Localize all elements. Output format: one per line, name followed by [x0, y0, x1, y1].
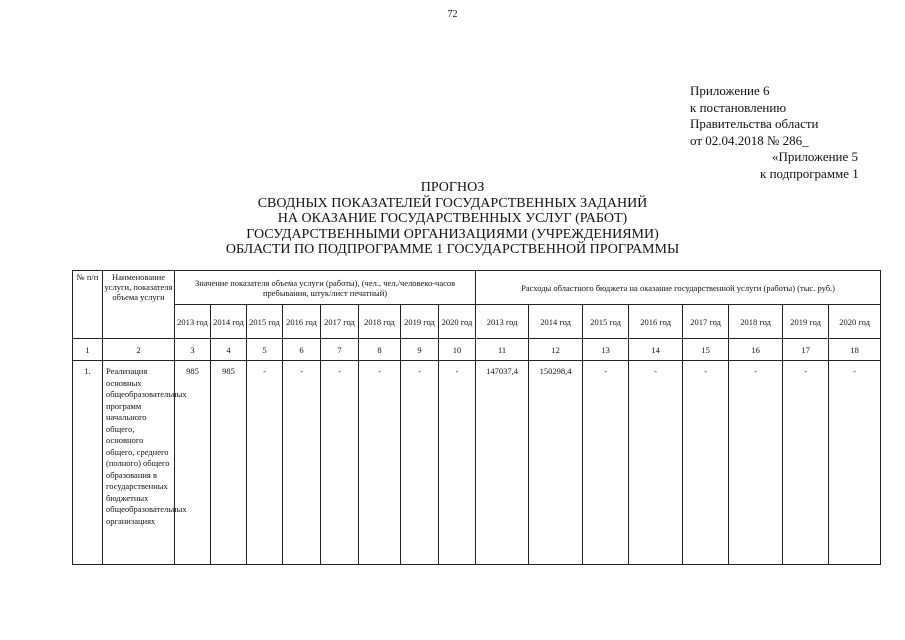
row-volume-value: 985 [175, 361, 211, 565]
column-number: 5 [247, 339, 283, 361]
row-volume-value: - [283, 361, 321, 565]
header-year-expense: 2013 год [476, 305, 529, 339]
page-number: 72 [447, 9, 458, 20]
column-number: 3 [175, 339, 211, 361]
row-volume-value: - [321, 361, 359, 565]
appendix-line: к подпрограмме 1 [760, 165, 859, 181]
column-number: 14 [629, 339, 683, 361]
row-volume-value: - [439, 361, 476, 565]
row-number: 1. [73, 361, 103, 565]
header-year-volume: 2018 год [359, 305, 401, 339]
header-year-volume: 2016 год [283, 305, 321, 339]
row-service-name: Реализация основных общеобразовательных программ начального общего, основного общего, среднего (полного) общего образования в государственных бюджетных общеобразовательных организациях [103, 361, 175, 565]
column-number: 10 [439, 339, 476, 361]
header-years-row [73, 305, 881, 339]
header-year-volume: 2015 год [247, 305, 283, 339]
header-year-expense: 2017 год [683, 305, 729, 339]
appendix-line: от 02.04.2018 № 286_ [690, 132, 809, 148]
column-number: 17 [783, 339, 829, 361]
header-year-volume: 2017 год [321, 305, 359, 339]
column-number: 13 [583, 339, 629, 361]
column-number: 15 [683, 339, 729, 361]
row-expense-value: 150298,4 [529, 361, 583, 565]
prognoz-table [72, 270, 881, 565]
header-year-expense: 2019 год [783, 305, 829, 339]
title-line: ПРОГНОЗ [420, 180, 485, 195]
appendix-line: «Приложение 5 [772, 149, 859, 164]
header-group-expense: Расходы областного бюджета на оказание государственной услуги (работы) (тыс. руб.) [476, 271, 881, 305]
appendix-block [690, 83, 859, 182]
row-expense-value: 147037,4 [476, 361, 529, 565]
column-number: 18 [829, 339, 881, 361]
column-number: 8 [359, 339, 401, 361]
row-volume-value: - [247, 361, 283, 565]
appendix-line: к постановлению [690, 99, 787, 115]
document-title [0, 180, 905, 258]
appendix-line: Правительства области [690, 116, 819, 131]
header-num: № п/п [73, 271, 103, 339]
appendix-line: Приложение 6 [690, 83, 770, 98]
header-year-volume: 2013 год [175, 305, 211, 339]
column-number-row [73, 339, 881, 361]
header-year-expense: 2014 год [529, 305, 583, 339]
header-name: Наименование услуги, показателя объема услуги [103, 271, 175, 339]
column-number: 11 [476, 339, 529, 361]
column-number: 4 [211, 339, 247, 361]
row-expense-value: - [583, 361, 629, 565]
header-year-expense: 2018 год [729, 305, 783, 339]
table-row [73, 361, 881, 565]
column-number: 1 [73, 339, 103, 361]
row-expense-value: - [783, 361, 829, 565]
column-number: 9 [401, 339, 439, 361]
title-line: ГОСУДАРСТВЕННЫМИ ОРГАНИЗАЦИЯМИ (УЧРЕЖДЕНИЯМИ) [246, 226, 659, 242]
title-line: СВОДНЫХ ПОКАЗАТЕЛЕЙ ГОСУДАРСТВЕННЫХ ЗАДАНИЙ [257, 195, 648, 211]
row-expense-value: - [729, 361, 783, 565]
row-volume-value: 985 [211, 361, 247, 565]
row-volume-value: - [359, 361, 401, 565]
row-expense-value: - [829, 361, 881, 565]
column-number: 2 [103, 339, 175, 361]
header-year-volume: 2020 год [439, 305, 476, 339]
row-expense-value: - [629, 361, 683, 565]
header-group-volume: Значение показателя объема услуги (работы), (чел., чел./человеко-часов пребывания, штук/лист печатный) [175, 271, 476, 305]
row-volume-value: - [401, 361, 439, 565]
column-number: 7 [321, 339, 359, 361]
title-line: ОБЛАСТИ ПО ПОДПРОГРАММЕ 1 ГОСУДАРСТВЕННОЙ ПРОГРАММЫ [225, 242, 680, 257]
header-year-expense: 2020 год [829, 305, 881, 339]
header-year-expense: 2015 год [583, 305, 629, 339]
header-year-volume: 2019 год [401, 305, 439, 339]
column-number: 12 [529, 339, 583, 361]
header-year-volume: 2014 год [211, 305, 247, 339]
column-number: 6 [283, 339, 321, 361]
header-year-expense: 2016 год [629, 305, 683, 339]
title-line: НА ОКАЗАНИЕ ГОСУДАРСТВЕННЫХ УСЛУГ (РАБОТ) [277, 211, 628, 226]
row-expense-value: - [683, 361, 729, 565]
column-number: 16 [729, 339, 783, 361]
